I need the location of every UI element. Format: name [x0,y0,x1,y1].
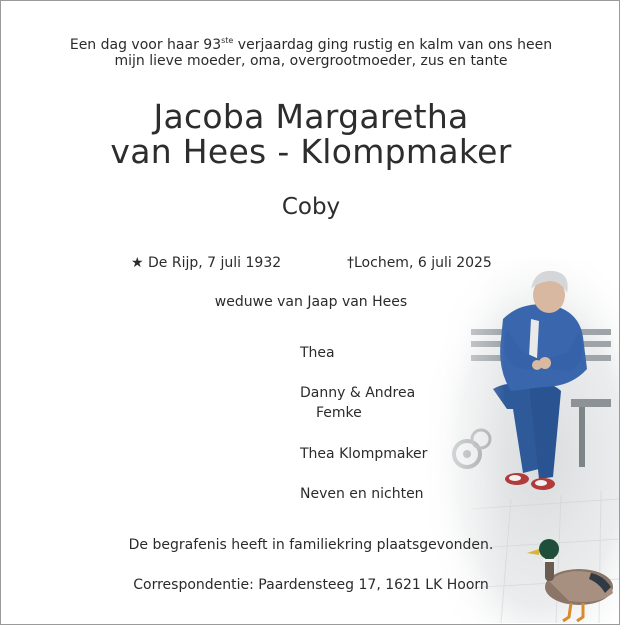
family-member: Thea [300,345,335,361]
birth-info [131,255,281,271]
star-icon: ★ [131,255,144,271]
funeral-notice: De begrafenis heeft in familiekring plaatsgevonden. [128,537,494,553]
family-member: Femke [316,405,362,421]
birth-text: De Rijp, 7 juli 1932 [148,255,282,271]
ordinal-suffix: ste [221,36,234,45]
family-member: Danny & Andrea [300,385,416,401]
widow-line: weduwe van Jaap van Hees [214,294,408,310]
intro-text-post: verjaardag ging rustig en kalm van ons heen [233,37,553,53]
family-member: Neven en nichten [300,486,424,502]
deceased-name-line-2: van Hees - Klompmaker [110,132,512,171]
correspondence-address: Correspondentie: Paardensteeg 17, 1621 LK Hoorn [133,577,489,593]
nickname: Coby [281,194,341,220]
family-member: Thea Klompmaker [300,446,428,462]
cross-icon: † [347,255,354,271]
deceased-name-line-1: Jacoba Margaretha [153,97,469,136]
intro-line-2: mijn lieve moeder, oma, overgrootmoeder, zus en tante [114,53,508,69]
intro-text-pre: Een dag voor haar 93 [69,37,222,53]
death-info [347,255,492,271]
death-text: Lochem, 6 juli 2025 [354,255,492,271]
photo-woman-on-bench-with-duck [411,259,619,623]
